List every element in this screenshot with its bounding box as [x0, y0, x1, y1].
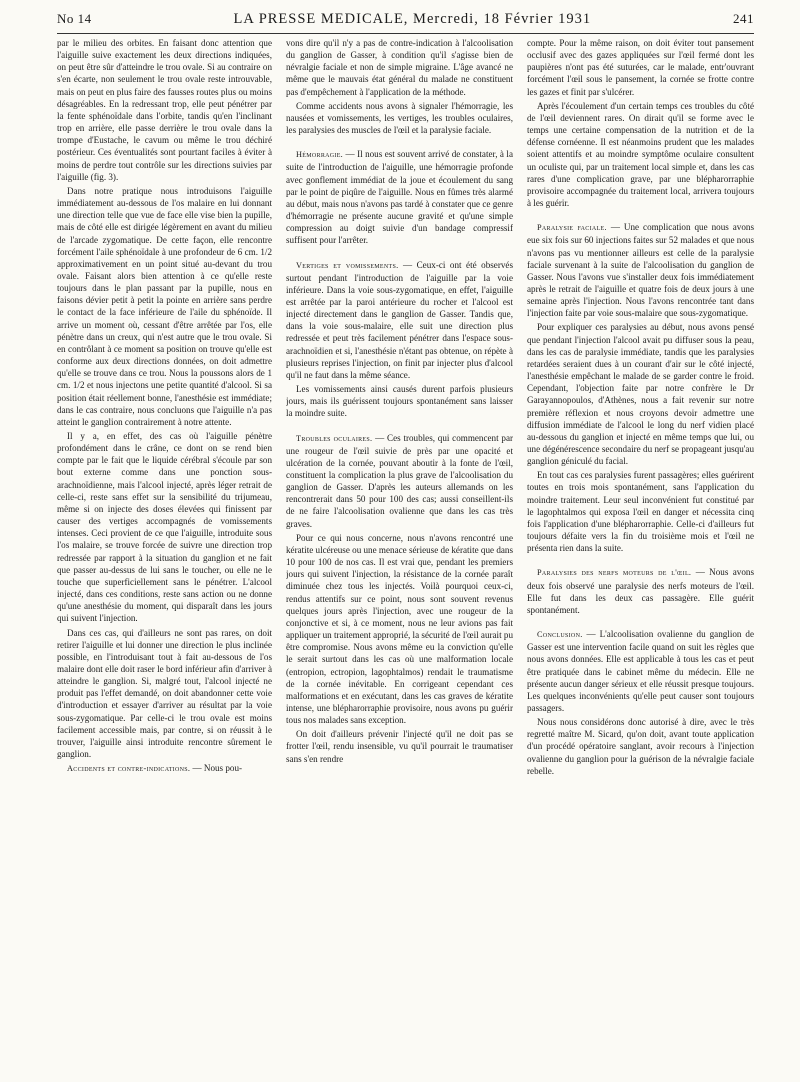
section-paragraph [57, 762, 272, 775]
section-heading: Paralysie faciale. [537, 223, 607, 233]
section-text: — Nous pou- [190, 763, 243, 774]
paragraph: Dans ces cas, qui d'ailleurs ne sont pas rares, on doit retirer l'aiguille et lui donner une direction le plus inclinée possible, en l'introduisant tout à fait au-dessous de l'os malaire dont elle doit raser le bord inférieur afin d'arriver à atteindre le ganglion. Si, malgré tout, l'alcool injecté ne produit pas l'effet demandé, on doit abandonner cette voie d'introduction et essayer d'arriver au résultat par la voie sous-zygomatique. Par celle-ci le trou ovale est moins facilement accessible mais, par contre, si on réussit à le trouver, l'aiguille ainsi introduite rencontre sûrement le ganglion. [57, 627, 272, 760]
journal-title-date: LA PRESSE MEDICALE, Mercredi, 18 Février 1931 [233, 11, 592, 27]
section-heading: Vertiges et vomissements. [296, 260, 399, 270]
column-1 [57, 37, 272, 1077]
paragraph: Il y a, en effet, des cas où l'aiguille pénètre profondément dans le crâne, ce dont on se rend bien compte par le fait que le liquide cérébral s'écoule par son bout externe comme dans une ponction sous-arachnoïdienne, mais l'alcool injecté, après léger retrait de celle-ci, reste sans effet sur la sensibilité du trijumeau, même si on injecte des doses élevées qui finissent par causer des vertiges accompagnés de vomissements intenses. Ceci provient de ce que l'aiguille, introduite sous l'os malaire, se trouve forcée de suivre une direction trop redressée par rapport à la situation du ganglion et ne fait que passer au-dessus de lui sans le toucher, ou elle ne le touche que superficiellement sans le pénétrer. L'alcool injecté, dans ces conditions, reste sans action ou ne donne qu'une anesthésie du moment, qui disparaît dans les jours qui suivent l'injection. [57, 431, 272, 624]
section-text: — L'alcoolisation ovalienne du ganglion de Gasser est une intervention facile quand on suit les règles que nous avons données. Elle est applicable à tous les cas et peut être pratiquée dans le cabinet même du médecin. Elle ne présente aucun danger sérieux et elle réussit presque toujours. Les quelques inconvénients qu'elle peut causer sont toujours passagers. [527, 629, 754, 713]
section-paragraph [527, 566, 754, 616]
section-paragraph [286, 259, 513, 382]
paragraph: Comme accidents nous avons à signaler l'hémorragie, les nausées et vomissements, les vertiges, les troubles oculaires, les paralysies des muscles de l'œil et la paralysie faciale. [286, 100, 513, 136]
section-paragraph [286, 432, 513, 530]
section-heading: Hémorragie. [296, 150, 344, 160]
paragraph: Nous nous considérons donc autorisé à dire, avec le très regretté maître M. Sicard, qu'on doit, avant toute application d'un procédé opératoire sanglant, avoir recours à l'injection ovalienne du ganglion pour la guérison de la névralgie faciale rebelle. [527, 717, 754, 776]
paragraph: Les vomissements ainsi causés durent parfois plusieurs jours, mais ils guérissent toujours spontanément sans laisser la moindre suite. [286, 384, 513, 419]
section-heading: Paralysies des nerfs moteurs de l'œil. [537, 568, 692, 578]
paragraph: Pour expliquer ces paralysies au début, nous avons pensé que pendant l'injection l'alcool avait pu diffuser sous la peau, dans les cas de paralysie immédiate, tandis que les paralysies retardées seraient dues à un courant d'air sur le côté injecté, l'anesthésie empêchant le malade de se garder contre le froid. Cependant, l'objection faite par notre confrère le Dr Garayannopoulos, d'Athènes, nous a fait revenir sur notre première réflexion et nous croyons devoir admettre une diffusion immédiate de l'alcool le long du nerf vidien placé au-dessous du ganglion et injecté en même temps que lui, ou une dégénérescence secondaire du nerf se propageant jusqu'au ganglion géniculé du facial. [527, 322, 754, 467]
paragraph: Après l'écoulement d'un certain temps ces troubles du côté de l'œil deviennent rares. On dirait qu'il se forme avec le temps une certaine compensation de la nutrition et de la défense cornéenne. Il est néanmoins prudent que les malades soient attentifs et au moindre symptôme oculaire consultent un oculiste qui, par un traitement local simple et, dans les cas rares d'une complication grave, par une blépharorraphie provisoire accompagnée du traitement local, arrivera toujours à les guérir. [527, 100, 754, 209]
section-text: — Ceux-ci ont été observés surtout pendant l'introduction de l'aiguille par la voie inférieure. Dans la voie sous-zygomatique, en effet, l'aiguille est arrêtée par la paroi antérieure du rocher et l'alcool est injecté directement dans le ganglion de Gasser. Tandis que, dans la voie sous-malaire, elle suit une direction plus redressée et peut très facilement pénétrer dans l'espace sous-arachnoïdien et si, l'anesthésie n'étant pas obtenue, on répète à plusieurs reprises l'injection, on finit par injecter plus d'alcool qu'il ne faut dans la même séance. [286, 259, 513, 380]
paragraph: Pour ce qui nous concerne, nous n'avons rencontré une kératite ulcéreuse ou une menace sérieuse de kératite que dans 10 pour 100 de nos cas. Il est vrai que, pendant les premiers jours qui suivent l'injection, la résistance de la cornée paraît diminuée chez tous les injectés. Voilà pourquoi ceux-ci, rendus attentifs sur ce point, nous sont souvent revenus quelques jours après l'injection, avec une rougeur de la conjonctive et si, à ce moment, nous ne leur avions pas fait appliquer un traitement approprié, la sécurité de l'œil aurait pu être compromise. Nous avons même eu la conviction qu'elle le serait surtout dans les cas où une malformation locale (entropion, ectropion, lagophtalmos) rendait le traumatisme de la cornée inévitable. En corrigeant cependant ces malformations et en exécutant, dans les cas graves de kératite intense, une blépharorraphie provisoire, nous avons pu guérir tous nos malades sans exception. [286, 532, 513, 726]
paragraph: On doit d'ailleurs prévenir l'injecté qu'il ne doit pas se frotter l'œil, rendu insensible, vu qu'il pourrait le traumatiser sans s'en rendre [286, 729, 513, 764]
issue-number: No 14 [57, 11, 92, 26]
section-heading: Troubles oculaires. [296, 433, 373, 443]
section-text: — Ces troubles, qui commencent par une rougeur de l'œil suivie de près par une opacité et ulcération de la cornée, pouvant aboutir à la fonte de l'œil, constituent la complication la plus grave de l'alcoolisation du ganglion de Gasser. D'après les auteurs allemands on les rencontrerait dans 50 pour 100 des cas; aussi conseillent-ils de ne faire l'alcoolisation ovalienne que dans les cas très graves. [286, 432, 513, 529]
section-heading: Accidents et contre-indications. [67, 764, 191, 774]
paragraph: En tout cas ces paralysies furent passagères; elles guérirent toutes en trois mois spontanément, sans l'application du moindre traitement. Leur seul inconvénient fut constitué par le lagophtalmos qui exposa l'œil en danger et nécessita cinq fois l'application d'une blépharorraphie. Celle-ci d'ailleurs fut toujours défaite vers la fin du troisième mois et l'œil ne présenta rien dans la suite. [527, 470, 754, 554]
column-2 [286, 37, 513, 1077]
page-header [57, 11, 754, 34]
section-heading: Conclusion. [537, 630, 583, 640]
paragraph: par le milieu des orbites. En faisant donc attention que l'aiguille suive exactement les deux directions indiquées, on peut être sûr d'atteindre le trou ovale. Si au contraire on s'en écarte, non seulement le trou ovale reste introuvable, mais on peut en plus faire des fausses routes plus ou moins désagréables. En la redressant trop, elle peut pénétrer par la fente sphénoïdale dans l'orbite, tandis qu'en l'inclinant trop en arrière, elle passe derrière le trou ovale dans la trompe d'Eustache, le cavum ou même le trou déchiré postérieur. Ces éventualités sont pourtant faciles à éviter à moins de perdre tout contrôle sur les directions suivies par l'aiguille (fig. 3). [57, 38, 272, 182]
section-text: — Une complication que nous avons eue six fois sur 60 injections faites sur 52 malades et que nous n'avons pas vu mentionner ailleurs est celle de la paralysie faciale survenant à la suite de l'alcoolisation du ganglion de Gasser. Nous l'avons vue s'installer deux fois immédiatement après le retrait de l'aiguille et quatre fois de deux jours à une semaine après l'injection. Nous l'avons rencontrée tant dans l'injection faite par voie sous-malaire que sous-zygomatique. [527, 222, 754, 319]
page-number: 241 [732, 11, 754, 26]
section-paragraph [527, 221, 754, 319]
paragraph: compte. Pour la même raison, on doit éviter tout pansement occlusif avec des gazes appliquées sur l'œil fermé dont les paupières n'ont pas été suturées, car le malade, entr'ouvrant forcément l'œil sous le pansement, la cornée se frotte contre les gazes et finit par s'ulcérer. [527, 38, 754, 97]
section-text: — Nous avons deux fois observé une paralysie des nerfs moteurs de l'œil. Elle fut dans les deux cas passagère. Elle guérit spontanément. [527, 567, 754, 615]
section-paragraph [286, 148, 513, 246]
section-paragraph [527, 628, 754, 714]
paragraph: Dans notre pratique nous introduisons l'aiguille immédiatement au-dessous de l'os malaire en lui donnant une direction telle que vue de face elle vise bien la pupille, mais de côté elle est dirigée légèrement en avant du milieu de l'arcade zygomatique. De cette façon, elle rencontre forcément l'aile sphénoïdale à une profondeur de 6 cm. 1/2 approximativement en un point situé au-devant du trou ovale. Faisant alors bien attention à ce qu'elle reste toujours dans le plan passant par la pupille, nous en faisons dévier petit à petit la pointe en arrière sans perdre le contact de la face inférieure de l'aile du sphénoïde. Il arrive un moment où, cessant d'être arrêtée par l'os, elle pénètre dans un creux, qui n'est autre que le trou ovale. Si en contrôlant à ce moment sa position on trouve qu'elle est conforme aux deux directions données, on doit admettre qu'elle se trouve dans ce trou. Nous la poussons alors de 1 cm. 1/2 et nous injectons une petite quantité d'alcool. Si sa position était réellement bonne, l'anesthésie est immédiate; dans le cas contraire, nous concluons que l'aiguille n'a pas atteint le ganglion contrairement à notre attente. [57, 185, 272, 427]
column-3 [527, 37, 754, 1077]
section-text: — Il nous est souvent arrivé de constater, à la suite de l'introduction de l'aiguille, une hémorragie profonde avec gonflement immédiat de la joue et écoulement du sang par le point de piqûre de l'aiguille. Nous en fûmes très alarmé au début, mais nous n'avons pas tardé à constater que ce genre d'hémorragie ne présente aucune gravité et qu'une simple compression au doigt suivie d'un bandage compressif suffisent pour l'arrêter. [286, 149, 513, 246]
paragraph: vons dire qu'il n'y a pas de contre-indication à l'alcoolisation du ganglion de Gasser, à condition qu'il s'agisse bien de névralgie faciale et non de simple migraine. L'âge avancé ne même que le mauvais état général du malade ne constituent pas d'empêchement à l'application de la méthode. [286, 38, 513, 97]
